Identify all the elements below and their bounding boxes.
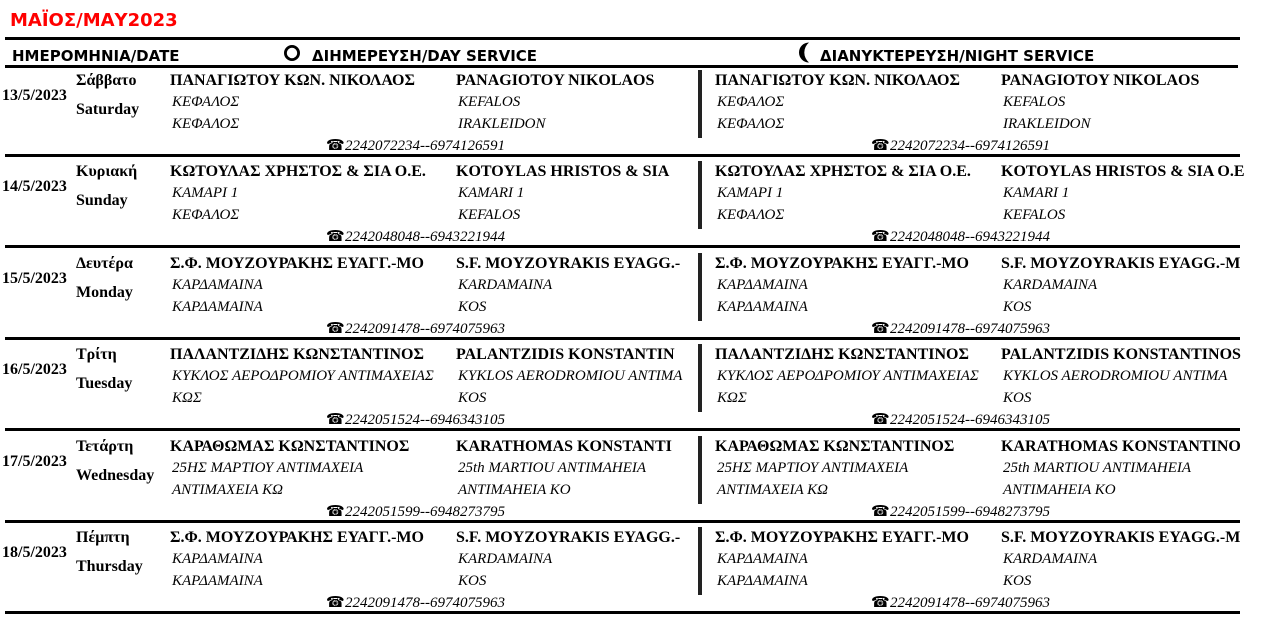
weekday-greek: Τετάρτη xyxy=(76,438,134,455)
weekday-english: Thursday xyxy=(76,558,143,575)
phone-line xyxy=(326,410,505,429)
phone-icon xyxy=(871,319,890,337)
address-greek-line-1: ΚΑΜΑΡΙ 1 xyxy=(172,185,239,201)
pharmacy-name-greek: ΚΩΤΟΥΛΑΣ ΧΡΗΣΤΟΣ & ΣΙΑ Ο.Ε. xyxy=(715,163,971,180)
schedule-row xyxy=(0,246,1271,337)
address-english-line-2: IRAKLEIDON xyxy=(458,116,546,132)
header-night-service-label: ΔΙΑΝΥΚΤΕΡΕΥΣΗ/NIGHT SERVICE xyxy=(820,47,1095,65)
header-day-service-label: ΔΙΗΜΕΡΕΥΣΗ/DAY SERVICE xyxy=(312,47,538,65)
phone-numbers: 2242051524--6946343105 xyxy=(890,412,1050,428)
row-date: 17/5/2023 xyxy=(2,453,67,470)
address-greek-line-1: ΚΑΡΔΑΜΑΙΝΑ xyxy=(172,551,263,567)
day-service-cell xyxy=(170,337,720,428)
phone-icon xyxy=(871,593,890,611)
phone-line xyxy=(871,227,1050,246)
pharmacy-name-greek: Σ.Φ. ΜΟΥΖΟΥΡΑΚΗΣ ΕΥΑΓΓ.-ΜΟ xyxy=(715,255,969,272)
day-night-divider xyxy=(698,161,702,229)
schedule-row xyxy=(0,63,1271,154)
pharmacy-name-english: PALANTZIDIS KONSTANTIN xyxy=(456,346,675,363)
day-night-divider xyxy=(698,253,702,321)
address-english-line-1: KYKLOS AERODROMIOU ANTIMA xyxy=(1003,368,1228,384)
phone-numbers: 2242048048--6943221944 xyxy=(345,229,505,245)
address-greek-line-2: ΚΕΦΑΛΟΣ xyxy=(717,116,785,132)
weekday-english: Wednesday xyxy=(76,467,155,484)
address-greek-line-2: ΑΝΤΙΜΑΧΕΙΑ ΚΩ xyxy=(717,482,828,498)
phone-line xyxy=(326,502,505,521)
address-english-line-2: KOS xyxy=(458,573,487,589)
pharmacy-name-english: PANAGIOTOY NIKOLAOS xyxy=(456,72,655,89)
night-service-cell xyxy=(715,63,1265,154)
pharmacy-name-greek: ΚΑΡΑΘΩΜΑΣ ΚΩΝΣΤΑΝΤΙΝΟΣ xyxy=(715,438,955,455)
pharmacy-name-greek: ΠΑΝΑΓΙΩΤΟΥ ΚΩΝ. ΝΙΚΟΛΑΟΣ xyxy=(170,72,415,89)
phone-line xyxy=(326,136,505,155)
address-english-line-2: ANTIMAHEIA KO xyxy=(458,482,571,498)
phone-numbers: 2242051599--6948273795 xyxy=(345,504,505,520)
night-service-cell xyxy=(715,429,1265,520)
weekday-greek: Πέμπτη xyxy=(76,529,130,546)
weekday-english: Tuesday xyxy=(76,375,133,392)
address-english-line-2: KOS xyxy=(458,299,487,315)
phone-numbers: 2242091478--6974075963 xyxy=(890,321,1050,337)
phone-line xyxy=(326,319,505,338)
address-greek-line-2: ΑΝΤΙΜΑΧΕΙΑ ΚΩ xyxy=(172,482,283,498)
address-english-line-1: KEFALOS xyxy=(1003,94,1066,110)
address-greek-line-2: ΚΑΡΔΑΜΑΙΝΑ xyxy=(717,573,808,589)
pharmacy-name-english: S.F. MOYZOYRAKIS EYAGG.-M xyxy=(1001,529,1241,546)
phone-numbers: 2242072234--6974126591 xyxy=(345,138,505,154)
day-night-divider xyxy=(698,527,702,595)
phone-numbers: 2242051599--6948273795 xyxy=(890,504,1050,520)
phone-numbers: 2242091478--6974075963 xyxy=(890,595,1050,611)
phone-icon xyxy=(326,502,345,520)
pharmacy-name-english: PANAGIOTOY NIKOLAOS xyxy=(1001,72,1200,89)
phone-icon xyxy=(326,319,345,337)
pharmacy-name-english: KOTOYLAS HRISTOS & SIA O.E xyxy=(1001,163,1245,180)
phone-numbers: 2242051524--6946343105 xyxy=(345,412,505,428)
phone-icon xyxy=(871,227,890,245)
phone-line xyxy=(326,593,505,612)
pharmacy-name-greek: ΚΩΤΟΥΛΑΣ ΧΡΗΣΤΟΣ & ΣΙΑ Ο.Ε. xyxy=(170,163,426,180)
night-service-cell xyxy=(715,337,1265,428)
phone-numbers: 2242072234--6974126591 xyxy=(890,138,1050,154)
address-english-line-2: KOS xyxy=(1003,299,1032,315)
address-greek-line-1: ΚΥΚΛΟΣ ΑΕΡΟΔΡΟΜΙΟΥ ΑΝΤΙΜΑΧΕΙΑΣ xyxy=(717,368,979,384)
address-greek-line-2: ΚΕΦΑΛΟΣ xyxy=(172,207,240,223)
pharmacy-name-english: KARATHOMAS KONSTANTINO xyxy=(1001,438,1241,455)
address-greek-line-1: ΚΑΜΑΡΙ 1 xyxy=(717,185,784,201)
weekday-english: Sunday xyxy=(76,192,128,209)
phone-numbers: 2242091478--6974075963 xyxy=(345,595,505,611)
phone-line xyxy=(871,136,1050,155)
address-greek-line-1: ΚΕΦΑΛΟΣ xyxy=(717,94,785,110)
address-greek-line-2: ΚΕΦΑΛΟΣ xyxy=(172,116,240,132)
address-english-line-2: ANTIMAHEIA KO xyxy=(1003,482,1116,498)
address-english-line-1: KARDAMAINA xyxy=(458,277,553,293)
day-night-divider xyxy=(698,70,702,138)
address-greek-line-2: ΚΑΡΔΑΜΑΙΝΑ xyxy=(717,299,808,315)
pharmacy-name-english: PALANTZIDIS KONSTANTINOS xyxy=(1001,346,1241,363)
weekday-greek: Σάββατο xyxy=(76,72,137,89)
pharmacy-name-greek: Σ.Φ. ΜΟΥΖΟΥΡΑΚΗΣ ΕΥΑΓΓ.-ΜΟ xyxy=(170,255,424,272)
address-english-line-2: KOS xyxy=(1003,573,1032,589)
day-service-cell xyxy=(170,246,720,337)
pharmacy-name-greek: ΠΑΛΑΝΤΖΙΔΗΣ ΚΩΝΣΤΑΝΤΙΝΟΣ xyxy=(170,346,424,363)
row-separator xyxy=(5,611,1240,614)
address-greek-line-2: ΚΩΣ xyxy=(172,390,202,406)
address-greek-line-1: ΚΥΚΛΟΣ ΑΕΡΟΔΡΟΜΙΟΥ ΑΝΤΙΜΑΧΕΙΑΣ xyxy=(172,368,434,384)
phone-line xyxy=(871,319,1050,338)
row-date: 15/5/2023 xyxy=(2,270,67,287)
address-greek-line-2: ΚΑΡΔΑΜΑΙΝΑ xyxy=(172,573,263,589)
phone-icon xyxy=(326,227,345,245)
address-greek-line-1: 25ΗΣ ΜΑΡΤΙΟΥ ΑΝΤΙΜΑΧΕΙΑ xyxy=(172,460,364,476)
day-night-divider xyxy=(698,344,702,412)
row-date: 14/5/2023 xyxy=(2,178,67,195)
address-english-line-2: KOS xyxy=(458,390,487,406)
phone-line xyxy=(871,410,1050,429)
weekday-english: Saturday xyxy=(76,101,140,118)
page-title: ΜΑΪΟΣ/ΜΑΥ2023 xyxy=(10,10,178,31)
address-english-line-2: KOS xyxy=(1003,390,1032,406)
address-english-line-1: KYKLOS AERODROMIOU ANTIMA xyxy=(458,368,683,384)
address-greek-line-1: ΚΕΦΑΛΟΣ xyxy=(172,94,240,110)
phone-numbers: 2242048048--6943221944 xyxy=(890,229,1050,245)
phone-icon xyxy=(871,136,890,154)
pharmacy-name-greek: ΚΑΡΑΘΩΜΑΣ ΚΩΝΣΤΑΝΤΙΝΟΣ xyxy=(170,438,410,455)
pharmacy-name-greek: Σ.Φ. ΜΟΥΖΟΥΡΑΚΗΣ ΕΥΑΓΓ.-ΜΟ xyxy=(715,529,969,546)
weekday-greek: Δευτέρα xyxy=(76,255,133,272)
pharmacy-name-english: KOTOYLAS HRISTOS & SIA xyxy=(456,163,670,180)
row-date: 16/5/2023 xyxy=(2,361,67,378)
schedule-row xyxy=(0,429,1271,520)
address-english-line-1: KARDAMAINA xyxy=(458,551,553,567)
phone-icon xyxy=(326,136,345,154)
address-greek-line-1: 25ΗΣ ΜΑΡΤΙΟΥ ΑΝΤΙΜΑΧΕΙΑ xyxy=(717,460,909,476)
pharmacy-name-english: KARATHOMAS KONSTANTI xyxy=(456,438,672,455)
address-english-line-2: KEFALOS xyxy=(1003,207,1066,223)
top-rule xyxy=(5,37,1240,40)
moon-icon xyxy=(795,42,813,63)
address-english-line-1: 25th MARTIOU ANTIMAHEIA xyxy=(458,460,647,476)
phone-icon xyxy=(326,410,345,428)
address-english-line-1: KEFALOS xyxy=(458,94,521,110)
header-date-label: ΗΜΕΡΟΜΗΝΙΑ/DATE xyxy=(12,47,180,65)
day-service-cell xyxy=(170,63,720,154)
weekday-english: Monday xyxy=(76,284,133,301)
address-english-line-1: KARDAMAINA xyxy=(1003,551,1098,567)
day-service-cell xyxy=(170,429,720,520)
pharmacy-name-english: S.F. MOYZOYRAKIS EYAGG.- xyxy=(456,255,681,272)
weekday-greek: Κυριακή xyxy=(76,163,138,180)
weekday-greek: Τρίτη xyxy=(76,346,117,363)
phone-line xyxy=(871,502,1050,521)
phone-line xyxy=(326,227,505,246)
pharmacy-name-greek: ΠΑΛΑΝΤΖΙΔΗΣ ΚΩΝΣΤΑΝΤΙΝΟΣ xyxy=(715,346,969,363)
address-greek-line-1: ΚΑΡΔΑΜΑΙΝΑ xyxy=(717,277,808,293)
day-service-cell xyxy=(170,520,720,611)
phone-icon xyxy=(871,502,890,520)
pharmacy-name-greek: Σ.Φ. ΜΟΥΖΟΥΡΑΚΗΣ ΕΥΑΓΓ.-ΜΟ xyxy=(170,529,424,546)
day-service-cell xyxy=(170,154,720,245)
pharmacy-name-english: S.F. MOYZOYRAKIS EYAGG.- xyxy=(456,529,681,546)
row-date: 18/5/2023 xyxy=(2,544,67,561)
address-greek-line-2: ΚΩΣ xyxy=(717,390,747,406)
schedule-row xyxy=(0,154,1271,245)
phone-icon xyxy=(871,410,890,428)
phone-icon xyxy=(326,593,345,611)
night-service-cell xyxy=(715,154,1265,245)
address-greek-line-2: ΚΑΡΔΑΜΑΙΝΑ xyxy=(172,299,263,315)
address-english-line-1: KAMARI 1 xyxy=(1003,185,1070,201)
address-english-line-1: KARDAMAINA xyxy=(1003,277,1098,293)
address-english-line-1: 25th MARTIOU ANTIMAHEIA xyxy=(1003,460,1192,476)
address-greek-line-1: ΚΑΡΔΑΜΑΙΝΑ xyxy=(717,551,808,567)
night-service-cell xyxy=(715,246,1265,337)
sun-icon xyxy=(283,44,301,62)
schedule-row xyxy=(0,337,1271,428)
day-night-divider xyxy=(698,436,702,504)
address-english-line-1: KAMARI 1 xyxy=(458,185,525,201)
address-english-line-2: IRAKLEIDON xyxy=(1003,116,1091,132)
row-date: 13/5/2023 xyxy=(2,87,67,104)
pharmacy-name-greek: ΠΑΝΑΓΙΩΤΟΥ ΚΩΝ. ΝΙΚΟΛΑΟΣ xyxy=(715,72,960,89)
night-service-cell xyxy=(715,520,1265,611)
phone-line xyxy=(871,593,1050,612)
schedule-row xyxy=(0,520,1271,611)
pharmacy-name-english: S.F. MOYZOYRAKIS EYAGG.-M xyxy=(1001,255,1241,272)
phone-numbers: 2242091478--6974075963 xyxy=(345,321,505,337)
address-english-line-2: KEFALOS xyxy=(458,207,521,223)
address-greek-line-2: ΚΕΦΑΛΟΣ xyxy=(717,207,785,223)
address-greek-line-1: ΚΑΡΔΑΜΑΙΝΑ xyxy=(172,277,263,293)
